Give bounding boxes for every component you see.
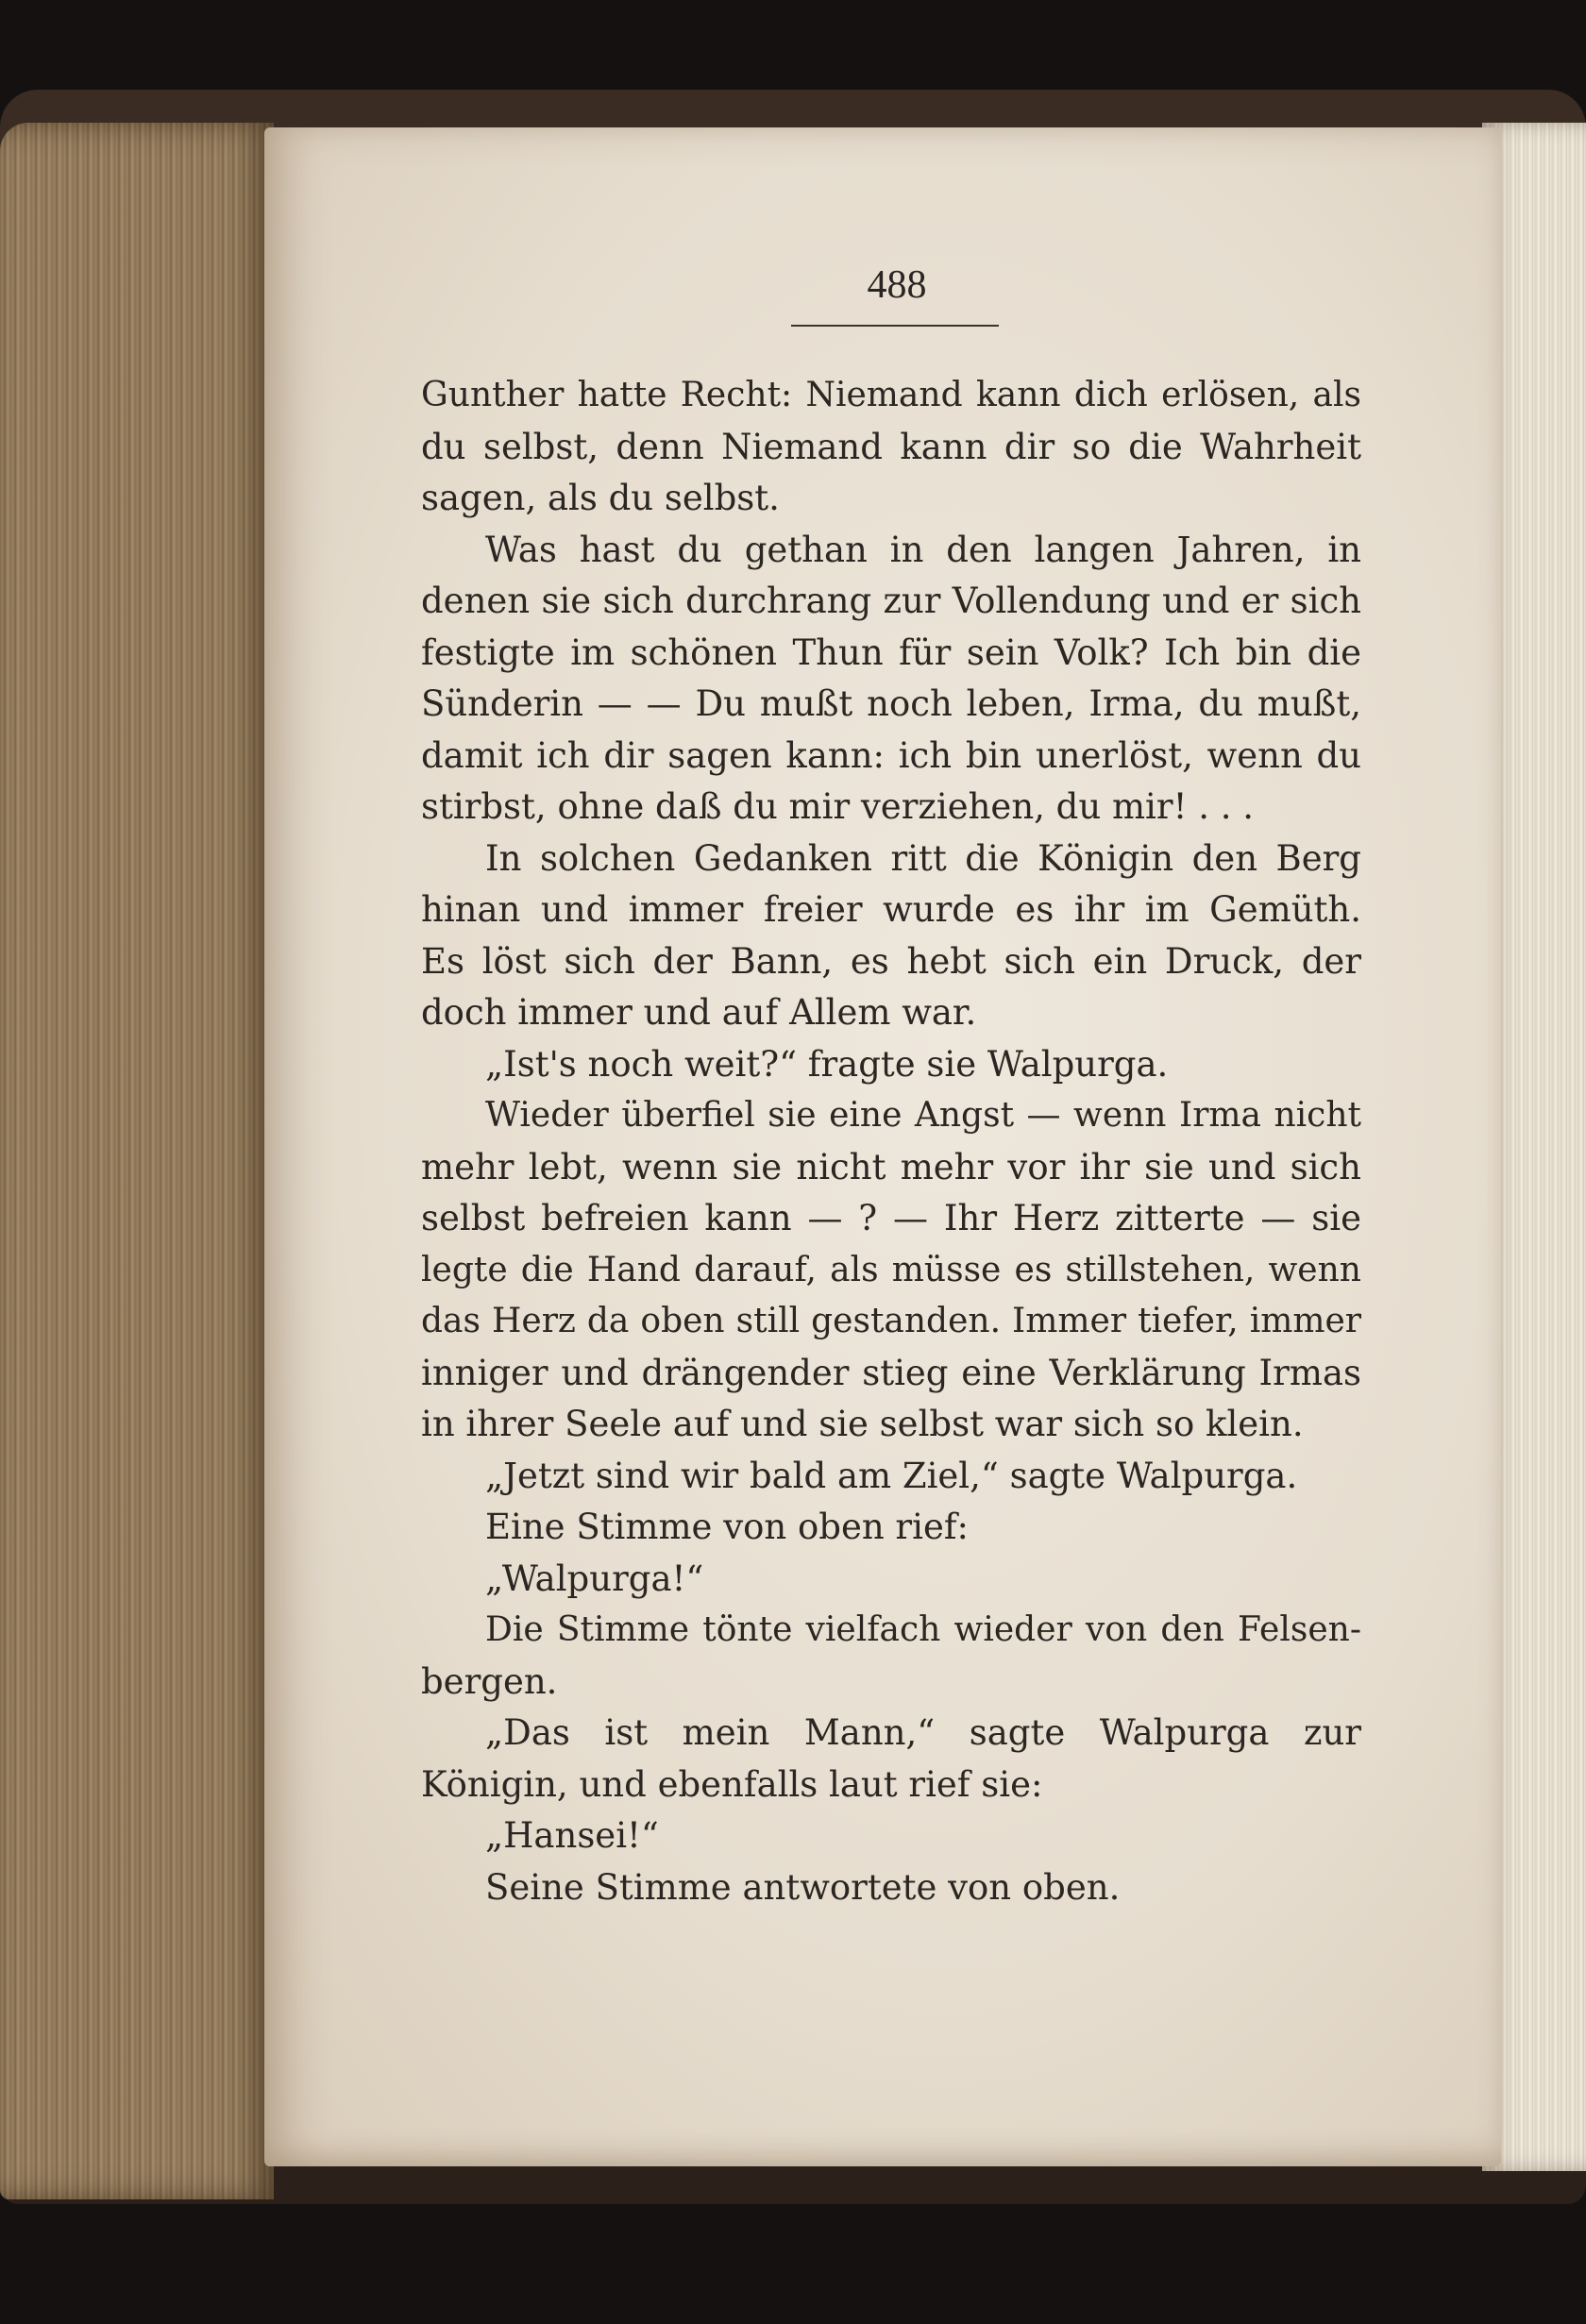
text-line: mehr lebt, wenn sie nicht mehr vor ihr sie und sich bbox=[421, 1146, 1361, 1187]
text-line: inniger und drängender stieg eine Verklärung Irmas bbox=[421, 1352, 1361, 1393]
text-line: hinan und immer freier wurde es ihr im Gemüth. bbox=[421, 889, 1361, 930]
page-number: 488 bbox=[867, 263, 927, 307]
text-line: stirbst, ohne daß du mir verziehen, du mir! . . . bbox=[421, 786, 1255, 827]
text-line: Eine Stimme von oben rief: bbox=[485, 1507, 970, 1547]
text-line: Königin, und ebenfalls laut rief sie: bbox=[421, 1763, 1043, 1805]
text-line: „Hansei!“ bbox=[485, 1815, 659, 1856]
text-line: du selbst, denn Niemand kann dir so die Wahrheit bbox=[421, 426, 1361, 467]
text-line: Wieder überfiel sie eine Angst — wenn Irma nicht bbox=[485, 1096, 1361, 1135]
text-line: sagen, als du selbst. bbox=[421, 478, 780, 518]
text-line: „Das ist mein Mann,“ sagte Walpurga zur bbox=[485, 1712, 1361, 1753]
text-line: damit ich dir sagen kann: ich bin unerlöst, wenn du bbox=[421, 734, 1361, 776]
text-line: Seine Stimme antwortete von oben. bbox=[485, 1866, 1121, 1908]
text-line: „Walpurga!“ bbox=[485, 1558, 704, 1599]
text-line: bergen. bbox=[421, 1660, 558, 1702]
text-line: Die Stimme tönte vielfach wieder von den Felsen- bbox=[485, 1610, 1361, 1649]
header-rule bbox=[791, 325, 999, 327]
text-line: Sünderin — — Du mußt noch leben, Irma, du mußt, bbox=[421, 683, 1361, 724]
page-edges-left bbox=[0, 123, 274, 2199]
text-line: in ihrer Seele auf und sie selbst war sich so klein. bbox=[421, 1404, 1304, 1444]
text-line: legte die Hand darauf, als müsse es stillstehen, wenn bbox=[421, 1250, 1361, 1289]
text-line: Gunther hatte Recht: Niemand kann dich erlösen, als bbox=[421, 376, 1361, 414]
text-line: denen sie sich durchrang zur Vollendung und er sich bbox=[421, 581, 1361, 621]
text-line: Es löst sich der Bann, es hebt sich ein Druck, der bbox=[421, 940, 1361, 982]
text-line: festigte im schönen Thun für sein Volk? Ich bin die bbox=[421, 632, 1361, 673]
text-line: Was hast du gethan in den langen Jahren, in bbox=[485, 529, 1361, 570]
text-line: das Herz da oben still gestanden. Immer tiefer, immer bbox=[421, 1302, 1361, 1340]
text-line: doch immer und auf Allem war. bbox=[421, 992, 977, 1033]
text-line: „Jetzt sind wir bald am Ziel,“ sagte Walpurga. bbox=[485, 1455, 1298, 1496]
text-line: selbst befreien kann — ? — Ihr Herz zitterte — sie bbox=[421, 1198, 1361, 1238]
body-text bbox=[421, 370, 1361, 1913]
text-line: In solchen Gedanken ritt die Königin den Berg bbox=[485, 837, 1361, 879]
text-line: „Ist's noch weit?“ fragte sie Walpurga. bbox=[485, 1043, 1169, 1085]
